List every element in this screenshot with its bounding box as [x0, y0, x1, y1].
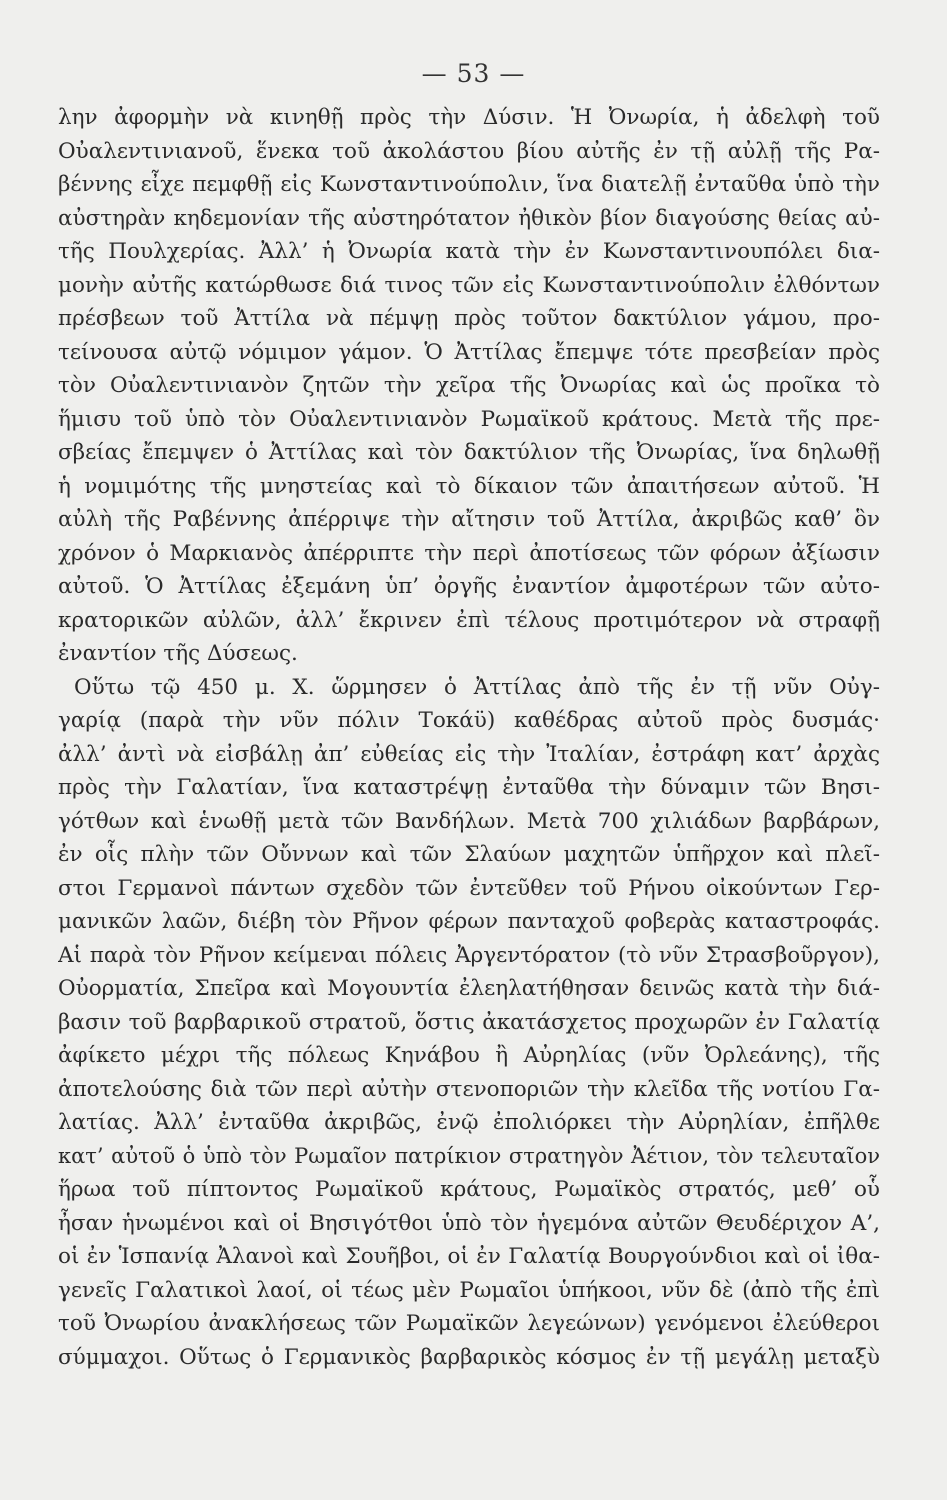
text-line: γαρίᾳ (παρὰ τὴν νῦν πόλιν Τοκάϋ) καθέδρας αὐτοῦ πρὸς δυσμάς·: [58, 708, 880, 733]
text-line: λην ἀφορμὴν νὰ κινηθῇ πρὸς τὴν Δύσιν. Ἡ Ὀνωρία, ἡ ἀδελφὴ τοῦ: [58, 105, 880, 130]
text-line: κρατορικῶν αὐλῶν, ἀλλ’ ἔκρινεν ἐπὶ τέλους προτιμότερον νὰ στραφῇ: [58, 607, 880, 633]
text-line: Οὕτω τῷ 450 μ. Χ. ὥρμησεν ὁ Ἀττίλας ἀπὸ τῆς ἐν τῇ νῦν Οὐγ-: [74, 674, 880, 700]
body-text: [58, 101, 880, 1374]
text-line: Αἱ παρὰ τὸν Ρῆνον κείμεναι πόλεις Ἀργεντόρατον (τὸ νῦν Στρασβοῦργον),: [58, 942, 880, 968]
text-line: μανικῶν λαῶν, διέβη τὸν Ρῆνον φέρων πανταχοῦ φοβερὰς καταστροφάς.: [58, 909, 880, 934]
text-line: ἡ νομιμότης τῆς μνηστείας καὶ τὸ δίκαιον τῶν ἀπαιτήσεων αὐτοῦ. Ἡ: [58, 473, 880, 499]
text-line: Οὐορματία, Σπεῖρα καὶ Μογουντία ἐλεηλατήθησαν δεινῶς κατὰ τὴν διά-: [58, 976, 880, 1001]
text-line: αὐτοῦ. Ὁ Ἀττίλας ἐξεμάνη ὑπ’ ὀργῆς ἐναντίον ἀμφοτέρων τῶν αὐτο-: [58, 574, 880, 599]
text-line: κατ’ αὐτοῦ ὁ ὑπὸ τὸν Ρωμαῖον πατρίκιον στρατηγὸν Ἀέτιον, τὸν τελευταῖον: [58, 1143, 880, 1168]
text-line: γότθων καὶ ἑνωθῇ μετὰ τῶν Βανδήλων. Μετὰ 700 χιλιάδων βαρβάρων,: [58, 808, 880, 834]
text-line: στοι Γερμανοὶ πάντων σχεδὸν τῶν ἐντεῦθεν τοῦ Ρήνου οἰκούντων Γερ-: [58, 875, 880, 901]
text-line: βασιν τοῦ βαρβαρικοῦ στρατοῦ, ὅστις ἀκατάσχετος προχωρῶν ἐν Γαλατίᾳ: [58, 1009, 880, 1035]
text-line: χρόνον ὁ Μαρκιανὸς ἀπέρριπτε τὴν περὶ ἀποτίσεως τῶν φόρων ἀξίωσιν: [58, 540, 880, 566]
text-line: τείνουσα αὐτῷ νόμιμον γάμον. Ὁ Ἀττίλας ἔπεμψε τότε πρεσβείαν πρὸς: [58, 339, 880, 365]
text-line: γενεῖς Γαλατικοὶ λαοί, οἱ τέως μὲν Ρωμαῖοι ὑπήκοοι, νῦν δὲ (ἀπὸ τῆς ἐπὶ: [58, 1277, 880, 1303]
text-line: σβείας ἔπεμψεν ὁ Ἀττίλας καὶ τὸν δακτύλιον τῆς Ὀνωρίας, ἵνα δηλωθῇ: [58, 440, 880, 465]
text-line: πρὸς τὴν Γαλατίαν, ἵνα καταστρέψῃ ἐνταῦθα τὴν δύναμιν τῶν Βησι-: [58, 775, 880, 800]
text-line: βέννης εἶχε πεμφθῇ εἰς Κωνσταντινούπολιν, ἵνα διατελῇ ἐνταῦθα ὑπὸ τὴν: [58, 172, 880, 197]
text-line: ἥρωα τοῦ πίπτοντος Ρωμαϊκοῦ κράτους, Ρωμαϊκὸς στρατός, μεθ’ οὗ: [58, 1177, 880, 1202]
text-line: σύμμαχοι. Οὕτως ὁ Γερμανικὸς βαρβαρικὸς κόσμος ἐν τῇ μεγάλῃ μεταξὺ: [58, 1344, 880, 1370]
text-line: Οὐαλεντινιανοῦ, ἕνεκα τοῦ ἀκολάστου βίου αὐτῆς ἐν τῇ αὐλῇ τῆς Ρα-: [58, 138, 880, 164]
text-line: οἱ ἐν Ἱσπανίᾳ Ἀλανοὶ καὶ Σουῆβοι, οἱ ἐν Γαλατίᾳ Βουργούνδιοι καὶ οἱ ἰθα-: [58, 1244, 880, 1269]
text-line: ἐναντίον τῆς Δύσεως.: [58, 641, 298, 666]
text-line: τὸν Οὐαλεντινιανὸν ζητῶν τὴν χεῖρα τῆς Ὀνωρίας καὶ ὡς προῖκα τὸ: [58, 373, 880, 398]
text-line: ἐν οἷς πλὴν τῶν Οὔννων καὶ τῶν Σλαύων μαχητῶν ὑπῆρχον καὶ πλεῖ-: [58, 842, 880, 867]
text-line: αὐλὴ τῆς Ραβέννης ἀπέρριψε τὴν αἴτησιν τοῦ Ἀττίλα, ἀκριβῶς καθ’ ὃν: [58, 507, 880, 532]
text-line: ἀφίκετο μέχρι τῆς πόλεως Κηνάβου ἢ Αὐρηλίας (νῦν Ὀρλεάνης), τῆς: [58, 1043, 880, 1068]
text-line: ἀλλ’ ἀντὶ νὰ εἰσβάλῃ ἀπ’ εὐθείας εἰς τὴν Ἰταλίαν, ἐστράφη κατ’ ἀρχὰς: [58, 741, 880, 767]
text-line: μονὴν αὐτῆς κατώρθωσε διά τινος τῶν εἰς Κωνσταντινούπολιν ἐλθόντων: [58, 272, 880, 298]
text-line: λατίας. Ἀλλ’ ἐνταῦθα ἀκριβῶς, ἐνῷ ἐπολιόρκει τὴν Αὐρηλίαν, ἐπῆλθε: [58, 1110, 880, 1135]
text-line: αὐστηρὰν κηδεμονίαν τῆς αὐστηρότατον ἠθικὸν βίον διαγούσης θείας αὐ-: [58, 205, 880, 231]
text-line: ἀποτελούσης διὰ τῶν περὶ αὐτὴν στενοποριῶν τὴν κλεῖδα τῆς νοτίου Γα-: [58, 1076, 880, 1102]
text-line: πρέσβεων τοῦ Ἀττίλα νὰ πέμψῃ πρὸς τοῦτον δακτύλιον γάμου, προ-: [58, 306, 880, 331]
text-line: τοῦ Ὀνωρίου ἀνακλήσεως τῶν Ρωμαϊκῶν λεγεώνων) γενόμενοι ἐλεύθεροι: [58, 1311, 880, 1336]
text-line: τῆς Πουλχερίας. Ἀλλ’ ἡ Ὀνωρία κατὰ τὴν ἐν Κωνσταντινουπόλει δια-: [58, 239, 880, 264]
text-line: ἥμισυ τοῦ ὑπὸ τὸν Οὐαλεντινιανὸν Ρωμαϊκοῦ κράτους. Μετὰ τῆς πρε-: [58, 406, 880, 432]
page-number: — 53 —: [421, 59, 526, 88]
text-line: ἦσαν ἡνωμένοι καὶ οἱ Βησιγότθοι ὑπὸ τὸν ἡγεμόνα αὐτῶν Θευδέριχον Α’,: [58, 1210, 880, 1236]
